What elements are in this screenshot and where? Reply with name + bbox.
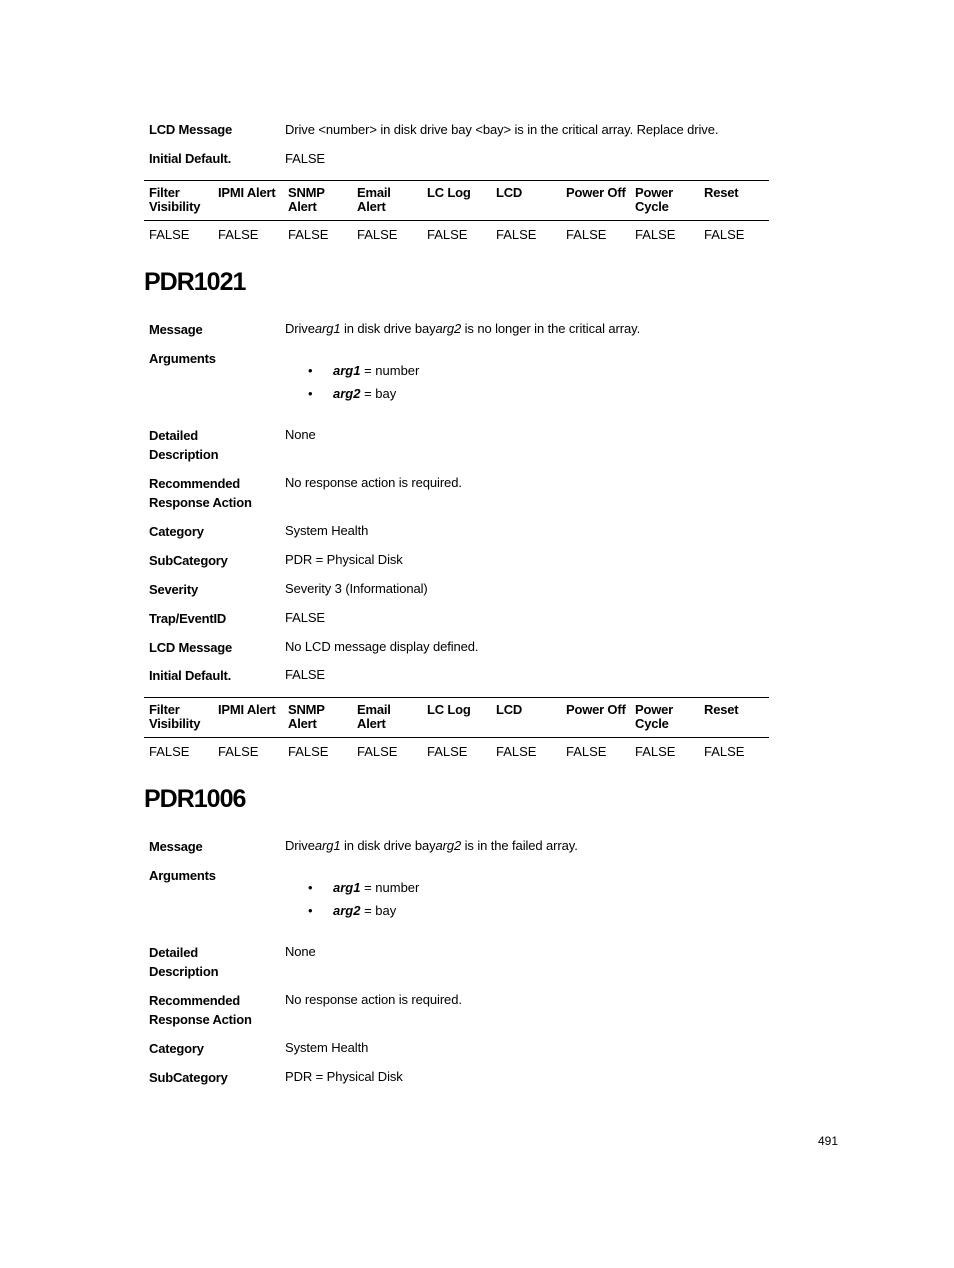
table-header-rule	[144, 737, 769, 738]
category-label: Category	[149, 524, 204, 539]
bullet-icon: •	[308, 386, 313, 401]
detailed-description-label: Detailed Description	[149, 945, 219, 979]
header-email: Email	[357, 185, 391, 200]
argument-item: arg1 = number	[333, 880, 420, 895]
category-label: Category	[149, 1041, 204, 1056]
header-lcd: LCD	[496, 185, 523, 200]
header-filter: Filter	[149, 702, 180, 717]
category-value: System Health	[285, 1040, 369, 1055]
message-value: Drivearg1 in disk drive bayarg2 is in the failed array.	[285, 838, 578, 853]
section-title-pdr1021: PDR1021	[144, 268, 246, 296]
arguments-label: Arguments	[149, 351, 216, 366]
bullet-icon: •	[308, 903, 313, 918]
recommended-action-value: No response action is required.	[285, 475, 462, 490]
recommended-action-value: No response action is required.	[285, 992, 462, 1007]
detailed-description-value: None	[285, 944, 316, 959]
message-label: Message	[149, 839, 203, 854]
initial-default-value: FALSE	[285, 667, 325, 682]
header-poweroff: Power Off	[566, 702, 626, 717]
section-title-pdr1006: PDR1006	[144, 785, 246, 813]
detailed-description-label: Detailed Description	[149, 428, 219, 462]
page-number: 491	[817, 1134, 838, 1148]
subcategory-value: PDR = Physical Disk	[285, 552, 403, 567]
recommended-action-label: Recommended Response Action	[149, 993, 252, 1027]
subcategory-value: PDR = Physical Disk	[285, 1069, 403, 1084]
header-lclog: LC Log	[427, 185, 471, 200]
table-top-rule	[144, 697, 769, 698]
bullet-icon: •	[308, 363, 313, 378]
message-label: Message	[149, 322, 203, 337]
header-snmp: SNMP	[288, 185, 325, 200]
table-top-rule	[144, 180, 769, 181]
header-reset: Reset	[704, 702, 739, 717]
header-email: Email	[357, 702, 391, 717]
detailed-description-value: None	[285, 427, 316, 442]
header-powercycle: Power	[635, 702, 674, 717]
initial-default-value: FALSE	[285, 151, 325, 166]
header-lclog: LC Log	[427, 702, 471, 717]
trap-eventid-label: Trap/EventID	[149, 611, 227, 626]
subcategory-label: SubCategory	[149, 1070, 228, 1085]
recommended-action-label: Recommended Response Action	[149, 476, 252, 510]
header-poweroff: Power Off	[566, 185, 626, 200]
severity-value: Severity 3 (Informational)	[285, 581, 428, 596]
lcd-message-label: LCD Message	[149, 640, 233, 655]
severity-label: Severity	[149, 582, 198, 597]
initial-default-label: Initial Default.	[149, 668, 232, 683]
trap-eventid-value: FALSE	[285, 610, 325, 625]
bullet-icon: •	[308, 880, 313, 895]
arguments-label: Arguments	[149, 868, 216, 883]
category-value: System Health	[285, 523, 369, 538]
header-filter: Filter	[149, 185, 180, 200]
message-value: Drivearg1 in disk drive bayarg2 is no longer in the critical array.	[285, 321, 641, 336]
header-ipmi: IPMI Alert	[218, 702, 276, 717]
table-header-rule	[144, 220, 769, 221]
header-powercycle: Power	[635, 185, 674, 200]
header-lcd: LCD	[496, 702, 523, 717]
argument-item: arg2 = bay	[333, 903, 397, 918]
header-reset: Reset	[704, 185, 739, 200]
argument-item: arg2 = bay	[333, 386, 397, 401]
lcd-message-value: No LCD message display defined.	[285, 639, 479, 654]
subcategory-label: SubCategory	[149, 553, 228, 568]
lcd-message-label: LCD Message	[149, 122, 233, 137]
initial-default-label: Initial Default.	[149, 151, 232, 166]
argument-item: arg1 = number	[333, 363, 420, 378]
header-snmp: SNMP	[288, 702, 325, 717]
lcd-message-value: Drive <number> in disk drive bay <bay> is in the critical array. Replace drive.	[285, 122, 719, 137]
header-ipmi: IPMI Alert	[218, 185, 276, 200]
